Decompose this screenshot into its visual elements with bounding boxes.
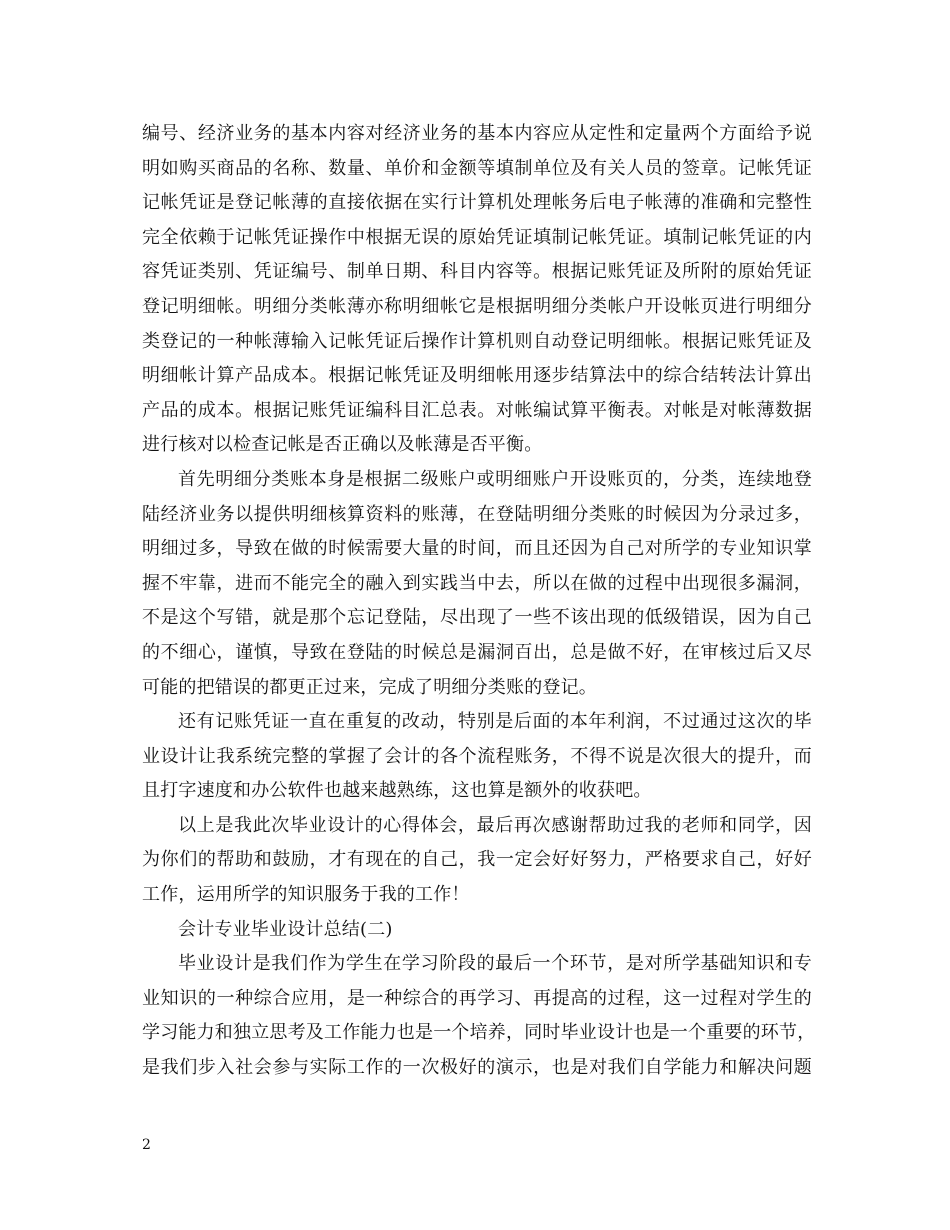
text-line: 业知识的一种综合应用，是一种综合的再学习、再提高的过程，这一过程对学生的 [142, 987, 812, 1009]
text-line: 明如购买商品的名称、数量、单价和金额等填制单位及有关人员的签章。记帐凭证 [142, 157, 812, 179]
text-line: 是我们步入社会参与实际工作的一次极好的演示，也是对我们自学能力和解决问题 [142, 1057, 812, 1079]
text-line: 类登记的一种帐薄输入记帐凭证后操作计算机则自动登记明细帐。根据记账凭证及 [142, 330, 812, 352]
text-line: 产品的成本。根据记账凭证编科目汇总表。对帐编试算平衡表。对帐是对帐薄数据 [142, 399, 812, 421]
text-line: 记帐凭证是登记帐薄的直接依据在实行计算机处理帐务后电子帐薄的准确和完整性 [142, 192, 812, 214]
text-line: 学习能力和独立思考及工作能力也是一个培养，同时毕业设计也是一个重要的环节， [142, 1022, 816, 1044]
text-line: 登记明细帐。明细分类帐薄亦称明细帐它是根据明细分类帐户开设帐页进行明细分 [142, 295, 812, 317]
text-line: 陆经济业务以提供明细核算资料的账薄，在登陆明细分类账的时候因为分录过多， [142, 503, 812, 525]
section-heading: 会计专业毕业设计总结(二) [178, 918, 393, 940]
page-number: 2 [142, 1137, 151, 1153]
text-line: 工作，运用所学的知识服务于我的工作！ [142, 884, 470, 906]
text-line: 可能的把错误的都更正过来，完成了明细分类账的登记。 [142, 676, 597, 698]
paragraph-first-line: 毕业设计是我们作为学生在学习阶段的最后一个环节，是对所学基础知识和专 [178, 953, 812, 975]
text-line: 完全依赖于记帐凭证操作中根据无误的原始凭证填制记帐凭证。填制记帐凭证的内 [142, 226, 812, 248]
body-text [142, 117, 816, 1086]
paragraph-first-line: 以上是我此次毕业设计的心得体会，最后再次感谢帮助过我的老师和同学，因 [178, 814, 812, 836]
text-line: 明细过多，导致在做的时候需要大量的时间，而且还因为自己对所学的专业知识掌 [142, 538, 812, 560]
text-line: 编号、经济业务的基本内容对经济业务的基本内容应从定性和定量两个方面给予说 [142, 123, 812, 144]
paragraph-first-line: 首先明细分类账本身是根据二级账户或明细账户开设账页的，分类，连续地登 [178, 468, 812, 490]
text-line: 的不细心，谨慎，导致在登陆的时候总是漏洞百出，总是做不好，在审核过后又尽 [142, 641, 812, 663]
text-line: 容凭证类别、凭证编号、制单日期、科目内容等。根据记账凭证及所附的原始凭证 [142, 261, 812, 283]
text-line: 明细帐计算产品成本。根据记帐凭证及明细帐用逐步结算法中的综合结转法计算出 [142, 365, 812, 387]
text-line: 握不牢靠，进而不能完全的融入到实践当中去，所以在做的过程中出现很多漏洞， [142, 572, 812, 594]
text-line: 且打字速度和办公软件也越来越熟练，这也算是额外的收获吧。 [142, 780, 652, 802]
text-line: 为你们的帮助和鼓励，才有现在的自己，我一定会好好努力，严格要求自己，好好 [142, 849, 812, 871]
text-line: 进行核对以检查记帐是否正确以及帐薄是否平衡。 [142, 434, 543, 456]
text-line: 业设计让我系统完整的掌握了会计的各个流程账务，不得不说是次很大的提升，而 [142, 745, 812, 767]
paragraph-first-line: 还有记账凭证一直在重复的改动，特别是后面的本年利润，不过通过这次的毕 [178, 711, 812, 733]
text-line: 不是这个写错，就是那个忘记登陆，尽出现了一些不该出现的低级错误，因为自己 [142, 607, 812, 629]
